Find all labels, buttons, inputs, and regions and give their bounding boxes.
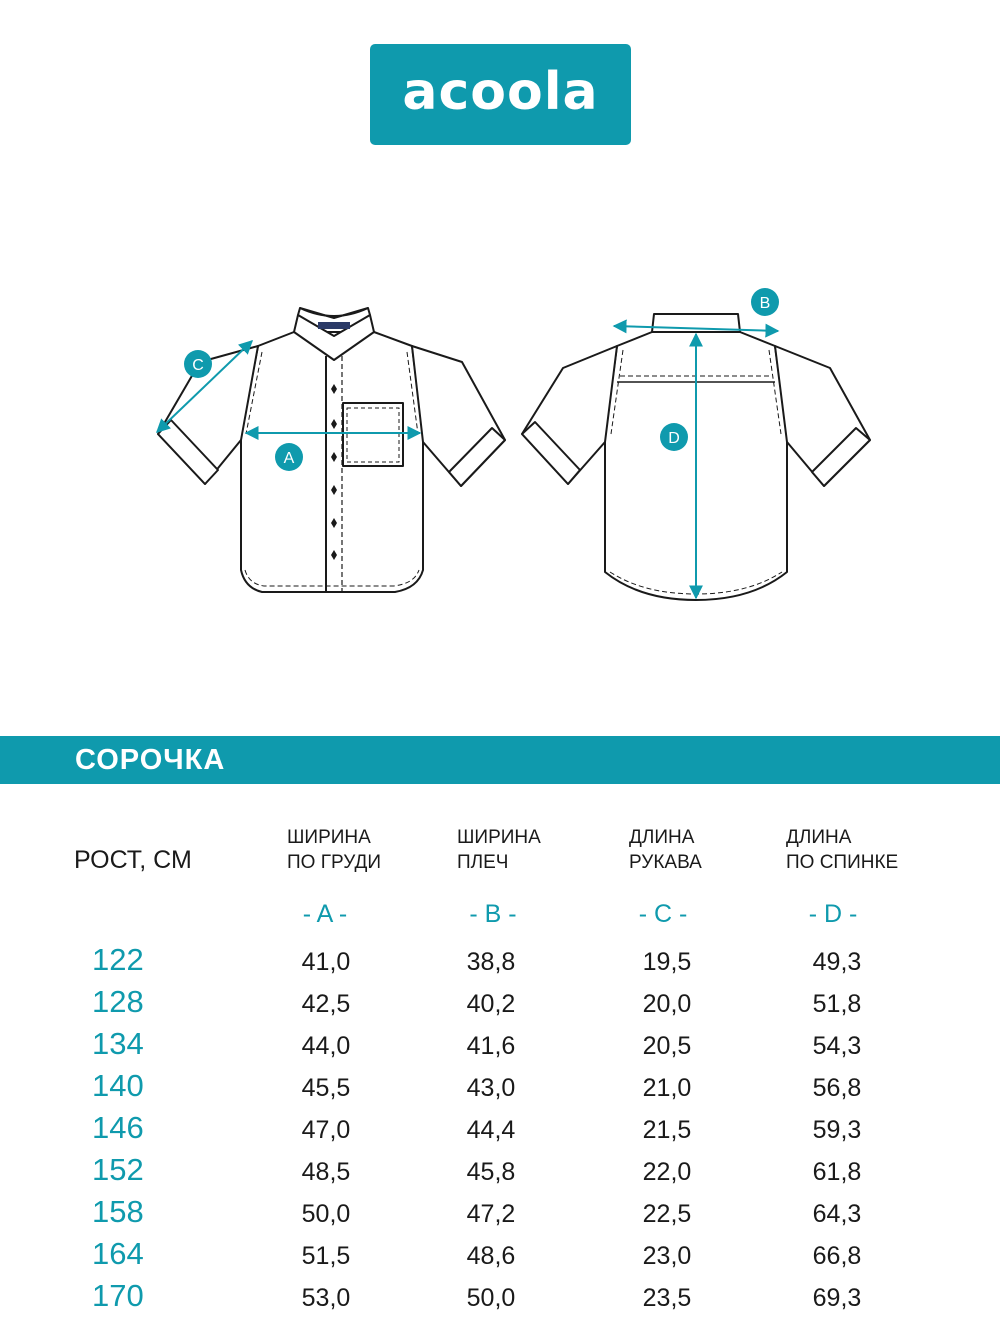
column-letter-d: - D - [808,900,858,928]
column-letter-c: - C - [638,900,688,928]
cell-chest: 53,0 [301,1284,351,1312]
brand-logo [370,44,631,145]
section-banner [0,736,1000,784]
height-column-header: РОСТ, СМ [74,846,192,874]
shirt-front-view [158,308,505,592]
cell-chest: 45,5 [301,1074,351,1102]
column-header-chest: ШИРИНА ПО ГРУДИ [287,827,381,873]
shirt-measurement-diagram [0,270,1000,630]
cell-back-length: 64,3 [812,1200,862,1228]
cell-back-length: 69,3 [812,1284,862,1312]
cell-shoulders: 50,0 [466,1284,516,1312]
cell-sleeve: 20,0 [642,990,692,1018]
marker-c [184,350,212,378]
table-row [0,1027,1000,1069]
cell-sleeve: 21,0 [642,1074,692,1102]
cell-sleeve: 21,5 [642,1116,692,1144]
row-height: 164 [92,1236,144,1271]
table-row [0,1195,1000,1237]
column-letter-b: - B - [469,900,517,928]
cell-sleeve: 23,0 [642,1242,692,1270]
cell-shoulders: 44,4 [466,1116,516,1144]
marker-a [275,443,303,471]
column-header-sleeve: ДЛИНА РУКАВА [629,827,702,873]
marker-d [660,423,688,451]
svg-text:D: D [668,430,680,447]
cell-back-length: 54,3 [812,1032,862,1060]
marker-b [751,288,779,316]
row-height: 140 [92,1068,144,1103]
column-header-back-length: ДЛИНА ПО СПИНКЕ [786,827,899,873]
cell-chest: 48,5 [301,1158,351,1186]
cell-shoulders: 41,6 [466,1032,516,1060]
table-row [0,985,1000,1027]
cell-sleeve: 22,0 [642,1158,692,1186]
row-height: 170 [92,1278,144,1313]
cell-shoulders: 40,2 [466,990,516,1018]
cell-sleeve: 22,5 [642,1200,692,1228]
cell-back-length: 59,3 [812,1116,862,1144]
cell-back-length: 49,3 [812,948,862,976]
cell-chest: 44,0 [301,1032,351,1060]
row-height: 128 [92,984,144,1019]
row-height: 134 [92,1026,144,1061]
table-row [0,943,1000,985]
cell-back-length: 61,8 [812,1158,862,1186]
cell-chest: 50,0 [301,1200,351,1228]
row-height: 152 [92,1152,144,1187]
table-row [0,1279,1000,1321]
cell-shoulders: 48,6 [466,1242,516,1270]
row-height: 122 [92,942,144,977]
cell-chest: 41,0 [301,948,351,976]
cell-chest: 42,5 [301,990,351,1018]
cell-chest: 51,5 [301,1242,351,1270]
brand-logo-text: acoola [402,61,599,122]
row-height: 158 [92,1194,144,1229]
cell-back-length: 51,8 [812,990,862,1018]
cell-sleeve: 19,5 [642,948,692,976]
cell-chest: 47,0 [301,1116,351,1144]
cell-shoulders: 43,0 [466,1074,516,1102]
cell-back-length: 66,8 [812,1242,862,1270]
row-height: 146 [92,1110,144,1145]
svg-text:C: C [192,357,204,374]
cell-shoulders: 38,8 [466,948,516,976]
column-letter-a: - A - [302,900,348,928]
column-header-shoulders: ШИРИНА ПЛЕЧ [457,827,541,873]
table-row [0,1153,1000,1195]
table-row [0,1237,1000,1279]
cell-shoulders: 45,8 [466,1158,516,1186]
table-row [0,1111,1000,1153]
cell-shoulders: 47,2 [466,1200,516,1228]
table-row [0,1069,1000,1111]
cell-back-length: 56,8 [812,1074,862,1102]
svg-text:B: B [759,295,771,312]
section-title: СОРОЧКА [75,744,226,776]
cell-sleeve: 20,5 [642,1032,692,1060]
svg-text:A: A [283,450,295,467]
cell-sleeve: 23,5 [642,1284,692,1312]
